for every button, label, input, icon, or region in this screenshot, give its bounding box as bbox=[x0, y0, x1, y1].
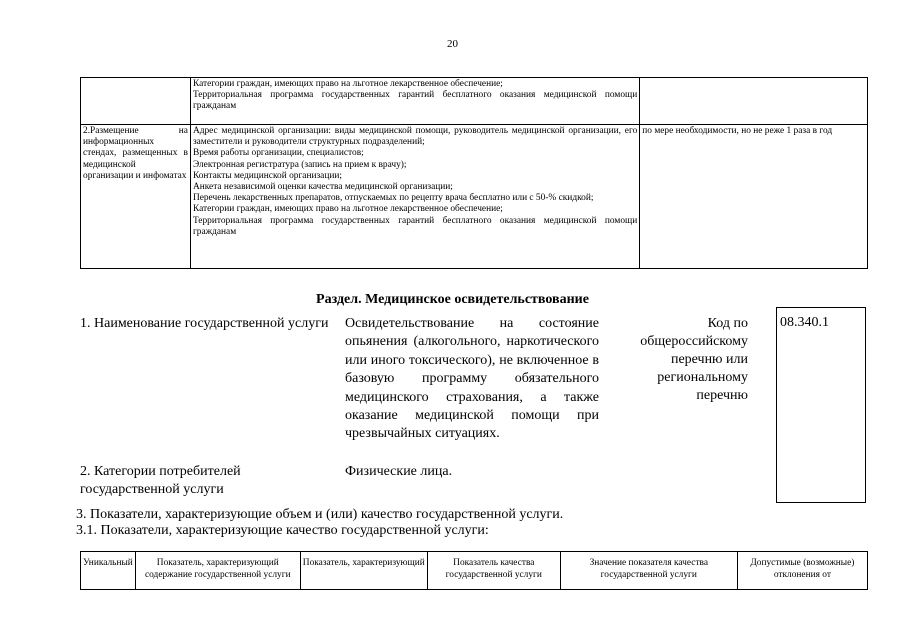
cell-line: Территориальная программа государственных гарантий бесплатного оказания медицинской помощи гражданам bbox=[192, 90, 638, 112]
cell-line: Электронная регистратура (запись на прием к врачу); bbox=[192, 159, 407, 170]
column-header: Показатель, характеризующий содержание государственной услуги bbox=[135, 552, 300, 590]
column-header: Допустимые (возможные) отклонения от bbox=[737, 552, 867, 590]
table-cell bbox=[640, 78, 868, 125]
column-header: Показатель, характеризующий bbox=[300, 552, 427, 590]
column-header: Уникальный bbox=[81, 552, 136, 590]
cell-line: Категории граждан, имеющих право на льготное лекарственное обеспечение; bbox=[192, 79, 503, 89]
quality-indicators-table bbox=[80, 551, 868, 590]
section-title: Раздел. Медицинское освидетельствование bbox=[316, 292, 589, 307]
quality-heading: 3.1. Показатели, характеризующие качество государственной услуги: bbox=[76, 523, 489, 538]
consumers-label: 2. Категории потребителей государственной услуги bbox=[80, 464, 241, 497]
column-header: Значение показателя качества государственной услуги bbox=[560, 552, 737, 590]
table-cell-method: 2.Размещение на информационных стендах, размещенных в медицинской организации и инфоматах bbox=[81, 125, 191, 269]
page-number: 20 bbox=[447, 38, 458, 50]
info-placement-table bbox=[80, 77, 868, 269]
service-code-value: 08.340.1 bbox=[780, 315, 829, 330]
column-header: Показатель качества государственной услуги bbox=[427, 552, 560, 590]
table-cell-content bbox=[190, 125, 639, 269]
cell-line: Территориальная программа государственных гарантий бесплатного оказания медицинской помощи гражданам bbox=[192, 215, 638, 237]
service-code-box bbox=[776, 307, 866, 503]
table-cell bbox=[190, 78, 639, 125]
table-header-row bbox=[81, 552, 868, 590]
table-row bbox=[81, 125, 868, 269]
table-row bbox=[81, 78, 868, 125]
table-cell-frequency: по мере необходимости, но не реже 1 раза в год bbox=[640, 125, 868, 269]
cell-line: Время работы организации, специалистов; bbox=[192, 148, 364, 159]
cell-line: Перечень лекарственных препаратов, отпускаемых по рецепту врача бесплатно или с 50-% скидкой; bbox=[192, 193, 594, 204]
service-code-label: Код по общероссийскому перечню или региональному перечню bbox=[640, 316, 748, 403]
service-name-label: 1. Наименование государственной услуги bbox=[80, 316, 329, 331]
table-cell bbox=[81, 78, 191, 125]
service-name-value: Освидетельствование на состояние опьянения (алкогольного, наркотического или иного токсического), не включенное в базовую программу обязательного медицинского страхования, а также оказание медицинской помощи при чрезвычайных ситуациях. bbox=[345, 316, 599, 442]
consumers-value: Физические лица. bbox=[345, 464, 453, 479]
cell-line: Контакты медицинской организации; bbox=[192, 170, 343, 181]
cell-line: Анкета независимой оценки качества медицинской организации; bbox=[192, 182, 453, 193]
cell-line: Адрес медицинской организации: виды медицинской помощи, руководитель медицинской организации, его заместители и руководители структурных подразделений; bbox=[192, 126, 638, 148]
cell-line: Категории граждан, имеющих право на льготное лекарственное обеспечение; bbox=[192, 204, 503, 215]
indicators-heading: 3. Показатели, характеризующие объем и (или) качество государственной услуги. bbox=[76, 507, 564, 522]
